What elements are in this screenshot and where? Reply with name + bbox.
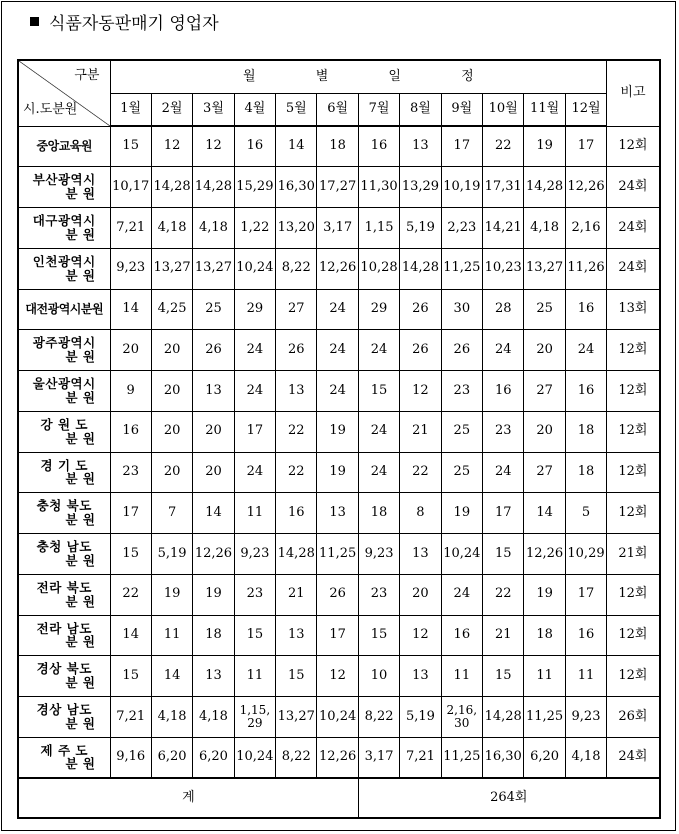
month-header-1: 1월 bbox=[110, 93, 151, 126]
schedule-cell: 20 bbox=[151, 371, 192, 412]
corner-top-label: 구분 bbox=[74, 68, 100, 83]
schedule-cell: 11 bbox=[524, 656, 565, 697]
schedule-cell: 15 bbox=[358, 371, 399, 412]
schedule-cell: 2,16 bbox=[565, 208, 606, 249]
schedule-cell: 16 bbox=[483, 371, 524, 412]
schedule-cell: 27 bbox=[276, 289, 317, 330]
region-name-cell bbox=[18, 493, 110, 534]
month-header-8: 8월 bbox=[400, 93, 441, 126]
region-name-line2: 분 원 bbox=[65, 512, 96, 528]
remark-cell: 24회 bbox=[607, 248, 660, 289]
table-row bbox=[18, 534, 660, 575]
schedule-cell: 26 bbox=[441, 330, 482, 371]
region-name-line1: 제 주 도 bbox=[40, 742, 88, 758]
schedule-cell: 15 bbox=[483, 656, 524, 697]
region-name-line1: 부산광역시 bbox=[32, 172, 96, 188]
schedule-cell: 13 bbox=[193, 656, 234, 697]
schedule-cell: 9,23 bbox=[234, 534, 275, 575]
schedule-cell: 20 bbox=[193, 411, 234, 452]
table-row bbox=[18, 697, 660, 738]
schedule-cell: 11,25 bbox=[317, 534, 358, 575]
schedule-cell: 23 bbox=[441, 371, 482, 412]
schedule-cell: 13,27 bbox=[193, 248, 234, 289]
schedule-cell: 24 bbox=[483, 452, 524, 493]
schedule-cell: 5 bbox=[565, 493, 606, 534]
schedule-cell: 12,26 bbox=[524, 534, 565, 575]
schedule-cell: 15 bbox=[234, 615, 275, 656]
region-name-line2: 분 원 bbox=[65, 552, 96, 568]
schedule-cell: 1,22 bbox=[234, 208, 275, 249]
schedule-cell: 23 bbox=[110, 452, 151, 493]
schedule-cell: 23 bbox=[358, 574, 399, 615]
region-name-line2: 분 원 bbox=[65, 471, 96, 487]
region-name-cell bbox=[18, 330, 110, 371]
schedule-cell: 10,17 bbox=[110, 167, 151, 208]
region-name-cell bbox=[18, 208, 110, 249]
month-header-3: 3월 bbox=[193, 93, 234, 126]
schedule-cell: 4,25 bbox=[151, 289, 192, 330]
schedule-cell: 12 bbox=[400, 371, 441, 412]
schedule-cell: 14,28 bbox=[276, 534, 317, 575]
month-header-row bbox=[18, 93, 660, 126]
region-name-line1: 울산광역시 bbox=[32, 376, 96, 392]
schedule-cell: 23 bbox=[483, 411, 524, 452]
region-name-line2: 분 원 bbox=[65, 756, 96, 772]
schedule-cell: 21 bbox=[276, 574, 317, 615]
month-header-7: 7월 bbox=[358, 93, 399, 126]
schedule-cell: 24 bbox=[565, 330, 606, 371]
schedule-cell: 14 bbox=[193, 493, 234, 534]
diagonal-divider bbox=[19, 61, 110, 126]
schedule-cell: 14 bbox=[151, 656, 192, 697]
remark-cell: 12회 bbox=[607, 615, 660, 656]
table-row bbox=[18, 371, 660, 412]
schedule-cell: 17,31 bbox=[483, 167, 524, 208]
schedule-cell: 18 bbox=[358, 493, 399, 534]
month-header-12: 12월 bbox=[565, 93, 606, 126]
remark-cell: 21회 bbox=[607, 534, 660, 575]
schedule-cell: 23 bbox=[234, 574, 275, 615]
schedule-table bbox=[17, 59, 661, 819]
region-name-line2: 분 원 bbox=[65, 675, 96, 691]
schedule-cell: 8,22 bbox=[276, 248, 317, 289]
region-name-line1: 충청 북도 bbox=[36, 498, 92, 514]
schedule-cell: 4,18 bbox=[193, 208, 234, 249]
schedule-cell: 25 bbox=[441, 452, 482, 493]
schedule-cell: 20 bbox=[151, 452, 192, 493]
schedule-cell: 19 bbox=[193, 574, 234, 615]
schedule-cell: 5,19 bbox=[400, 697, 441, 738]
schedule-cell: 25 bbox=[524, 289, 565, 330]
remark-cell: 26회 bbox=[607, 697, 660, 738]
region-name-line1: 중앙교육원 bbox=[36, 138, 92, 153]
remarks-header: 비고 bbox=[607, 60, 660, 126]
schedule-cell: 15,29 bbox=[234, 167, 275, 208]
schedule-cell: 24 bbox=[358, 452, 399, 493]
schedule-cell: 4,18 bbox=[565, 737, 606, 778]
table-row bbox=[18, 126, 660, 167]
schedule-cell: 10,24 bbox=[317, 697, 358, 738]
schedule-cell: 19 bbox=[317, 411, 358, 452]
schedule-cell: 14 bbox=[110, 615, 151, 656]
schedule-cell: 10,29 bbox=[565, 534, 606, 575]
schedule-cell: 20 bbox=[151, 330, 192, 371]
region-name-line1: 충청 남도 bbox=[36, 539, 92, 555]
region-name-line2: 분 원 bbox=[65, 634, 96, 650]
schedule-cell: 27 bbox=[524, 452, 565, 493]
region-name-line1: 경 기 도 bbox=[40, 457, 88, 473]
remark-cell: 12회 bbox=[607, 126, 660, 167]
table-row bbox=[18, 248, 660, 289]
schedule-cell: 17 bbox=[234, 411, 275, 452]
schedule-cell: 4,18 bbox=[524, 208, 565, 249]
schedule-cell: 26 bbox=[276, 330, 317, 371]
schedule-cell: 12 bbox=[400, 615, 441, 656]
region-name-cell bbox=[18, 452, 110, 493]
schedule-cell: 29 bbox=[234, 289, 275, 330]
remark-cell: 24회 bbox=[607, 167, 660, 208]
remark-cell: 13회 bbox=[607, 289, 660, 330]
corner-bottom-label: 시.도분원 bbox=[23, 102, 78, 118]
schedule-cell: 11 bbox=[234, 493, 275, 534]
schedule-cell: 12,26 bbox=[193, 534, 234, 575]
remark-cell: 12회 bbox=[607, 493, 660, 534]
schedule-cell: 13,20 bbox=[276, 208, 317, 249]
schedule-cell: 16,30 bbox=[483, 737, 524, 778]
region-name-line2: 분 원 bbox=[65, 389, 96, 405]
region-name-line2: 분 원 bbox=[65, 349, 96, 365]
schedule-cell: 13 bbox=[276, 371, 317, 412]
schedule-cell: 18 bbox=[565, 411, 606, 452]
region-name-line1: 강 원 도 bbox=[40, 416, 88, 432]
schedule-cell: 30 bbox=[441, 289, 482, 330]
region-name-line1: 경상 북도 bbox=[36, 661, 92, 677]
region-name-cell bbox=[18, 126, 110, 167]
table-row bbox=[18, 615, 660, 656]
schedule-cell: 13 bbox=[400, 656, 441, 697]
schedule-cell: 12,26 bbox=[317, 737, 358, 778]
schedule-cell: 7,21 bbox=[400, 737, 441, 778]
schedule-cell: 22 bbox=[483, 126, 524, 167]
schedule-cell: 11 bbox=[234, 656, 275, 697]
schedule-cell: 18 bbox=[524, 615, 565, 656]
remark-cell: 12회 bbox=[607, 574, 660, 615]
schedule-cell: 24 bbox=[441, 574, 482, 615]
remark-cell: 24회 bbox=[607, 737, 660, 778]
schedule-cell: 19 bbox=[524, 126, 565, 167]
schedule-cell: 18 bbox=[317, 126, 358, 167]
total-label: 계 bbox=[18, 778, 358, 818]
remark-cell: 24회 bbox=[607, 208, 660, 249]
schedule-cell: 1,15, 29 bbox=[234, 697, 275, 738]
schedule-cell: 13 bbox=[400, 534, 441, 575]
total-value: 264회 bbox=[358, 778, 659, 818]
schedule-cell: 16 bbox=[565, 371, 606, 412]
schedule-cell: 22 bbox=[110, 574, 151, 615]
schedule-cell: 13,27 bbox=[524, 248, 565, 289]
region-name-line2: 분 원 bbox=[65, 267, 96, 283]
schedule-cell: 18 bbox=[565, 452, 606, 493]
schedule-cell: 14,28 bbox=[483, 697, 524, 738]
schedule-cell: 17 bbox=[483, 493, 524, 534]
schedule-cell: 10,23 bbox=[483, 248, 524, 289]
table-row bbox=[18, 167, 660, 208]
schedule-cell: 2,23 bbox=[441, 208, 482, 249]
corner-header-cell bbox=[18, 60, 110, 126]
region-name-line1: 광주광역시 bbox=[32, 335, 96, 351]
month-header-5: 5월 bbox=[276, 93, 317, 126]
schedule-cell: 10,24 bbox=[441, 534, 482, 575]
schedule-cell: 8,22 bbox=[358, 697, 399, 738]
schedule-cell: 25 bbox=[193, 289, 234, 330]
schedule-cell: 16,30 bbox=[276, 167, 317, 208]
schedule-cell: 24 bbox=[234, 371, 275, 412]
schedule-cell: 10,19 bbox=[441, 167, 482, 208]
schedule-cell: 12,26 bbox=[317, 248, 358, 289]
table-row bbox=[18, 208, 660, 249]
schedule-cell: 16 bbox=[234, 126, 275, 167]
schedule-cell: 6,20 bbox=[193, 737, 234, 778]
remark-cell: 12회 bbox=[607, 371, 660, 412]
schedule-cell: 20 bbox=[524, 411, 565, 452]
schedule-cell: 26 bbox=[400, 289, 441, 330]
region-name-cell bbox=[18, 248, 110, 289]
schedule-cell: 25 bbox=[441, 411, 482, 452]
schedule-cell: 15 bbox=[110, 656, 151, 697]
schedule-cell: 19 bbox=[317, 452, 358, 493]
schedule-cell: 5,19 bbox=[400, 208, 441, 249]
schedule-cell: 19 bbox=[524, 574, 565, 615]
schedule-cell: 4,18 bbox=[151, 208, 192, 249]
monthly-schedule-header: 월 별 일 정 bbox=[110, 60, 607, 93]
remark-cell: 12회 bbox=[607, 411, 660, 452]
schedule-cell: 10,24 bbox=[234, 248, 275, 289]
schedule-cell: 7 bbox=[151, 493, 192, 534]
schedule-cell: 13 bbox=[193, 371, 234, 412]
schedule-cell: 24 bbox=[358, 330, 399, 371]
region-name-line1: 경상 남도 bbox=[36, 702, 92, 718]
schedule-cell: 15 bbox=[110, 534, 151, 575]
schedule-cell: 19 bbox=[151, 574, 192, 615]
schedule-body bbox=[18, 126, 660, 778]
table-row bbox=[18, 289, 660, 330]
schedule-cell: 17 bbox=[317, 615, 358, 656]
schedule-cell: 22 bbox=[276, 411, 317, 452]
region-name-cell bbox=[18, 534, 110, 575]
table-row bbox=[18, 452, 660, 493]
schedule-cell: 20 bbox=[193, 452, 234, 493]
schedule-cell: 22 bbox=[400, 452, 441, 493]
schedule-cell: 16 bbox=[565, 615, 606, 656]
remark-cell: 12회 bbox=[607, 452, 660, 493]
region-name-cell bbox=[18, 167, 110, 208]
schedule-cell: 15 bbox=[276, 656, 317, 697]
schedule-cell: 8,22 bbox=[276, 737, 317, 778]
region-name-cell bbox=[18, 697, 110, 738]
schedule-cell: 14,28 bbox=[400, 248, 441, 289]
month-header-4: 4월 bbox=[234, 93, 275, 126]
schedule-cell: 11,30 bbox=[358, 167, 399, 208]
schedule-cell: 16 bbox=[565, 289, 606, 330]
month-header-6: 6월 bbox=[317, 93, 358, 126]
schedule-cell: 3,17 bbox=[358, 737, 399, 778]
region-name-line2: 분 원 bbox=[65, 593, 96, 609]
schedule-cell: 21 bbox=[483, 615, 524, 656]
region-name-line1: 인천광역시 bbox=[32, 253, 96, 269]
square-bullet-icon bbox=[30, 17, 39, 26]
schedule-cell: 9,23 bbox=[565, 697, 606, 738]
schedule-cell: 6,20 bbox=[524, 737, 565, 778]
schedule-cell: 11,25 bbox=[441, 248, 482, 289]
schedule-cell: 20 bbox=[400, 574, 441, 615]
schedule-cell: 16 bbox=[276, 493, 317, 534]
schedule-cell: 24 bbox=[317, 289, 358, 330]
schedule-cell: 16 bbox=[358, 126, 399, 167]
schedule-cell: 11,26 bbox=[565, 248, 606, 289]
month-header-11: 11월 bbox=[524, 93, 565, 126]
region-name-cell bbox=[18, 574, 110, 615]
schedule-cell: 24 bbox=[317, 371, 358, 412]
schedule-cell: 24 bbox=[358, 411, 399, 452]
schedule-cell: 24 bbox=[317, 330, 358, 371]
schedule-cell: 4,18 bbox=[151, 697, 192, 738]
schedule-cell: 12,26 bbox=[565, 167, 606, 208]
schedule-cell: 20 bbox=[524, 330, 565, 371]
schedule-cell: 14 bbox=[110, 289, 151, 330]
schedule-cell: 11 bbox=[565, 656, 606, 697]
schedule-cell: 17 bbox=[565, 126, 606, 167]
schedule-cell: 1,15 bbox=[358, 208, 399, 249]
table-row bbox=[18, 656, 660, 697]
section-title: 식품자동판매기 영업자 bbox=[49, 14, 219, 34]
schedule-cell: 11 bbox=[151, 615, 192, 656]
schedule-cell: 15 bbox=[110, 126, 151, 167]
schedule-cell: 29 bbox=[358, 289, 399, 330]
schedule-cell: 4,18 bbox=[193, 697, 234, 738]
region-name-line1: 대구광역시 bbox=[32, 213, 96, 229]
schedule-cell: 24 bbox=[483, 330, 524, 371]
schedule-cell: 13 bbox=[400, 126, 441, 167]
schedule-cell: 11,25 bbox=[524, 697, 565, 738]
region-name-line1: 전라 북도 bbox=[36, 579, 92, 595]
region-name-line2: 분 원 bbox=[65, 715, 96, 731]
schedule-cell: 20 bbox=[151, 411, 192, 452]
schedule-cell: 14,28 bbox=[524, 167, 565, 208]
schedule-cell: 22 bbox=[483, 574, 524, 615]
schedule-cell: 5,19 bbox=[151, 534, 192, 575]
schedule-cell: 13,29 bbox=[400, 167, 441, 208]
schedule-cell: 7,21 bbox=[110, 697, 151, 738]
schedule-cell: 17,27 bbox=[317, 167, 358, 208]
schedule-cell: 17 bbox=[565, 574, 606, 615]
schedule-cell: 24 bbox=[234, 330, 275, 371]
schedule-cell: 20 bbox=[110, 330, 151, 371]
schedule-cell: 11 bbox=[441, 656, 482, 697]
schedule-cell: 24 bbox=[234, 452, 275, 493]
schedule-cell: 13 bbox=[276, 615, 317, 656]
table-row bbox=[18, 574, 660, 615]
table-row bbox=[18, 330, 660, 371]
month-header-2: 2월 bbox=[151, 93, 192, 126]
region-name-line2: 분 원 bbox=[65, 226, 96, 242]
schedule-cell: 12 bbox=[193, 126, 234, 167]
schedule-cell: 17 bbox=[441, 126, 482, 167]
schedule-cell: 9 bbox=[110, 371, 151, 412]
schedule-cell: 26 bbox=[193, 330, 234, 371]
schedule-cell: 14 bbox=[276, 126, 317, 167]
region-name-line1: 전라 남도 bbox=[36, 620, 92, 636]
month-header-10: 10월 bbox=[483, 93, 524, 126]
schedule-cell: 3,17 bbox=[317, 208, 358, 249]
schedule-cell: 28 bbox=[483, 289, 524, 330]
schedule-cell: 14 bbox=[524, 493, 565, 534]
schedule-cell: 18 bbox=[193, 615, 234, 656]
schedule-cell: 9,23 bbox=[110, 248, 151, 289]
region-name-cell bbox=[18, 737, 110, 778]
schedule-cell: 7,21 bbox=[110, 208, 151, 249]
schedule-cell: 15 bbox=[358, 615, 399, 656]
region-name-cell bbox=[18, 656, 110, 697]
remark-cell: 12회 bbox=[607, 330, 660, 371]
region-name-line2: 분 원 bbox=[65, 430, 96, 446]
schedule-cell: 14,28 bbox=[151, 167, 192, 208]
remark-cell: 12회 bbox=[607, 656, 660, 697]
schedule-cell: 6,20 bbox=[151, 737, 192, 778]
schedule-cell: 16 bbox=[441, 615, 482, 656]
region-name-cell bbox=[18, 289, 110, 330]
schedule-cell: 14,28 bbox=[193, 167, 234, 208]
schedule-cell: 17 bbox=[110, 493, 151, 534]
schedule-cell: 15 bbox=[483, 534, 524, 575]
table-row bbox=[18, 737, 660, 778]
schedule-cell: 19 bbox=[441, 493, 482, 534]
region-name-cell bbox=[18, 371, 110, 412]
region-name-line1: 대전광역시분원 bbox=[25, 301, 104, 316]
schedule-cell: 22 bbox=[276, 452, 317, 493]
schedule-cell: 9,23 bbox=[358, 534, 399, 575]
schedule-cell: 27 bbox=[524, 371, 565, 412]
schedule-cell: 12 bbox=[317, 656, 358, 697]
month-header-9: 9월 bbox=[441, 93, 482, 126]
region-name-line2: 분 원 bbox=[65, 186, 96, 202]
schedule-cell: 11,25 bbox=[441, 737, 482, 778]
schedule-cell: 26 bbox=[400, 330, 441, 371]
schedule-cell: 10 bbox=[358, 656, 399, 697]
schedule-cell: 13,27 bbox=[151, 248, 192, 289]
schedule-cell: 13,27 bbox=[276, 697, 317, 738]
region-name-cell bbox=[18, 615, 110, 656]
table-row bbox=[18, 411, 660, 452]
schedule-cell: 9,16 bbox=[110, 737, 151, 778]
schedule-cell: 8 bbox=[400, 493, 441, 534]
section-heading bbox=[30, 9, 219, 34]
table-row bbox=[18, 493, 660, 534]
schedule-cell: 14,21 bbox=[483, 208, 524, 249]
region-name-cell bbox=[18, 411, 110, 452]
schedule-cell: 10,24 bbox=[234, 737, 275, 778]
schedule-cell: 13 bbox=[317, 493, 358, 534]
schedule-cell: 10,28 bbox=[358, 248, 399, 289]
schedule-cell: 12 bbox=[151, 126, 192, 167]
schedule-cell: 26 bbox=[317, 574, 358, 615]
schedule-cell: 2,16, 30 bbox=[441, 697, 482, 738]
schedule-cell: 21 bbox=[400, 411, 441, 452]
schedule-cell: 16 bbox=[110, 411, 151, 452]
